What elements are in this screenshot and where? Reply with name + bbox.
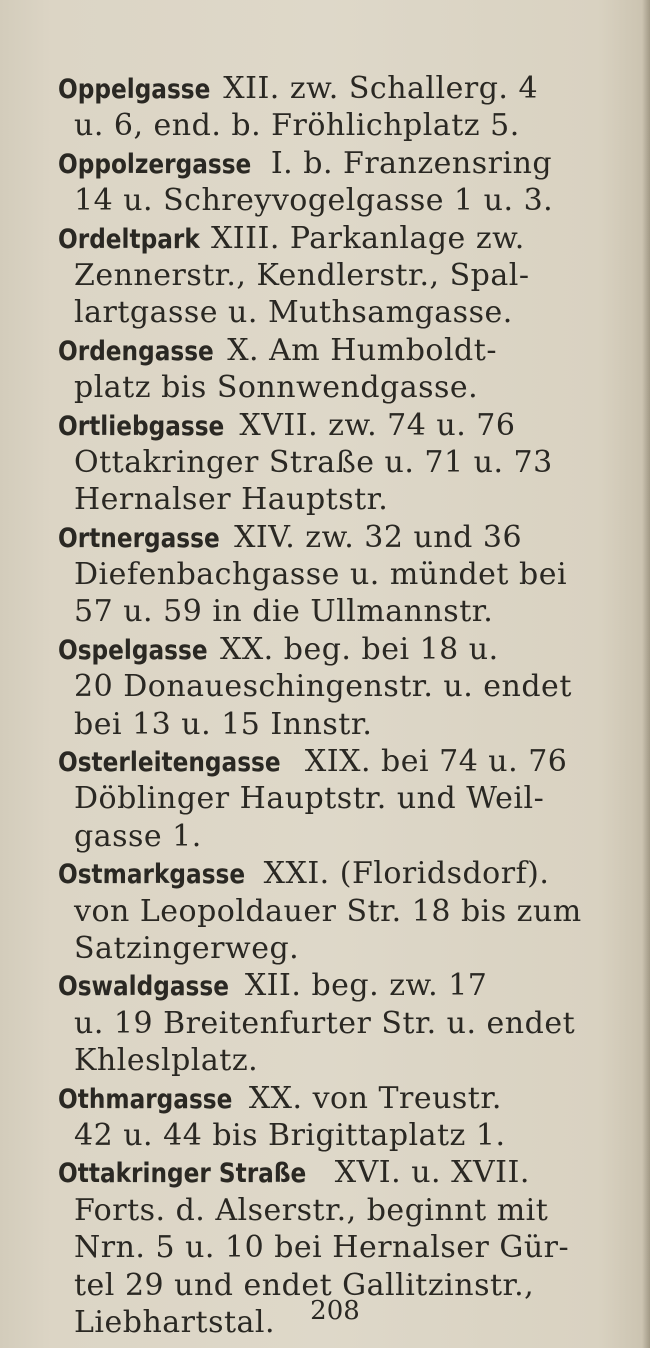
entry-text: 57 u. 59 in die Ullmannstr. <box>74 594 494 630</box>
entry-heading: Oswaldgasse <box>58 971 229 1003</box>
entry-text: Döblinger Hauptstr. und Weil- <box>74 781 545 817</box>
entry-heading: Oppolzergasse <box>58 148 252 180</box>
entry-text: XIV. zw. 32 und 36 <box>234 519 523 555</box>
entry-heading: Ordengasse <box>58 335 214 367</box>
entry-text: XIII. Parkanlage zw. <box>210 220 525 256</box>
entry-text: XX. beg. bei 18 u. <box>219 631 499 667</box>
entry-ortnergasse <box>58 519 633 631</box>
page-number: 208 <box>310 1296 360 1326</box>
entry-heading: Oppelgasse <box>58 74 211 105</box>
entry-text: Ottakringer Straße u. 71 u. 73 <box>74 444 553 480</box>
entry-text: lartgasse u. Muthsamgasse. <box>74 295 513 331</box>
entry-text: 20 Donaueschingenstr. u. endet <box>74 669 572 705</box>
entry-heading: Ortliebgasse <box>58 410 225 442</box>
entry-text: Hernalser Hauptstr. <box>74 482 389 518</box>
entry-ordengasse <box>58 332 633 407</box>
entry-oppelgasse <box>58 70 633 145</box>
entry-text: XXI. (Floridsdorf). <box>263 856 550 892</box>
entry-text: Khleslplatz. <box>74 1043 259 1079</box>
street-index-list <box>58 70 633 1341</box>
entry-text: platz bis Sonnwendgasse. <box>74 370 479 406</box>
entry-heading: Othmargasse <box>58 1083 233 1115</box>
entry-text: Diefenbachgasse u. mündet bei <box>74 557 568 593</box>
page-edge-shadow <box>642 0 650 1348</box>
entry-text: XII. beg. zw. 17 <box>244 968 488 1004</box>
entry-text: XVI. u. XVII. <box>334 1155 530 1191</box>
entry-othmargasse <box>58 1080 633 1155</box>
entry-ostmarkgasse <box>58 855 633 967</box>
entry-text: bei 13 u. 15 Innstr. <box>74 706 373 742</box>
entry-heading: Osterleitengasse <box>58 747 281 779</box>
entry-text: XIX. bei 74 u. 76 <box>304 744 568 780</box>
entry-text: 14 u. Schreyvogelgasse 1 u. 3. <box>74 183 554 219</box>
entry-oppolzergasse <box>58 145 633 220</box>
entry-heading: Ottakringer Straße <box>58 1158 307 1190</box>
entry-text: Satzingerweg. <box>74 930 300 966</box>
entry-text: XVII. zw. 74 u. 76 <box>239 407 516 443</box>
entry-ortliebgasse <box>58 407 633 519</box>
entry-ospelgasse <box>58 631 633 743</box>
entry-osterleitengasse <box>58 743 633 855</box>
entry-text: XII. zw. Schallerg. 4 <box>223 71 539 106</box>
entry-heading: Ortnergasse <box>58 522 220 554</box>
entry-heading: Ostmarkgasse <box>58 859 246 891</box>
entry-text: Zennerstr., Kendlerstr., Spal- <box>74 257 530 293</box>
entry-text: Nrn. 5 u. 10 bei Hernalser Gür- <box>74 1230 570 1266</box>
entry-text: u. 19 Breitenfurter Str. u. endet <box>74 1005 576 1041</box>
entry-text: Forts. d. Alserstr., beginnt mit <box>74 1192 549 1228</box>
entry-text: Liebhartstal. <box>74 1304 276 1340</box>
entry-text: tel 29 und endet Gallitzinstr., <box>74 1267 535 1303</box>
entry-text: I. b. Franzensring <box>270 145 553 181</box>
entry-text: XX. von Treustr. <box>248 1080 502 1116</box>
entry-text: von Leopoldauer Str. 18 bis zum <box>74 893 582 929</box>
entry-text: X. Am Humboldt- <box>227 332 497 368</box>
entry-oswaldgasse <box>58 967 633 1079</box>
entry-heading: Ordeltpark <box>58 223 200 255</box>
entry-ordeltpark <box>58 220 633 332</box>
entry-text: gasse 1. <box>74 818 202 854</box>
entry-text: u. 6, end. b. Fröhlichplatz 5. <box>74 108 520 144</box>
entry-heading: Ospelgasse <box>58 634 208 666</box>
entry-text: 42 u. 44 bis Brigittaplatz 1. <box>74 1117 506 1153</box>
